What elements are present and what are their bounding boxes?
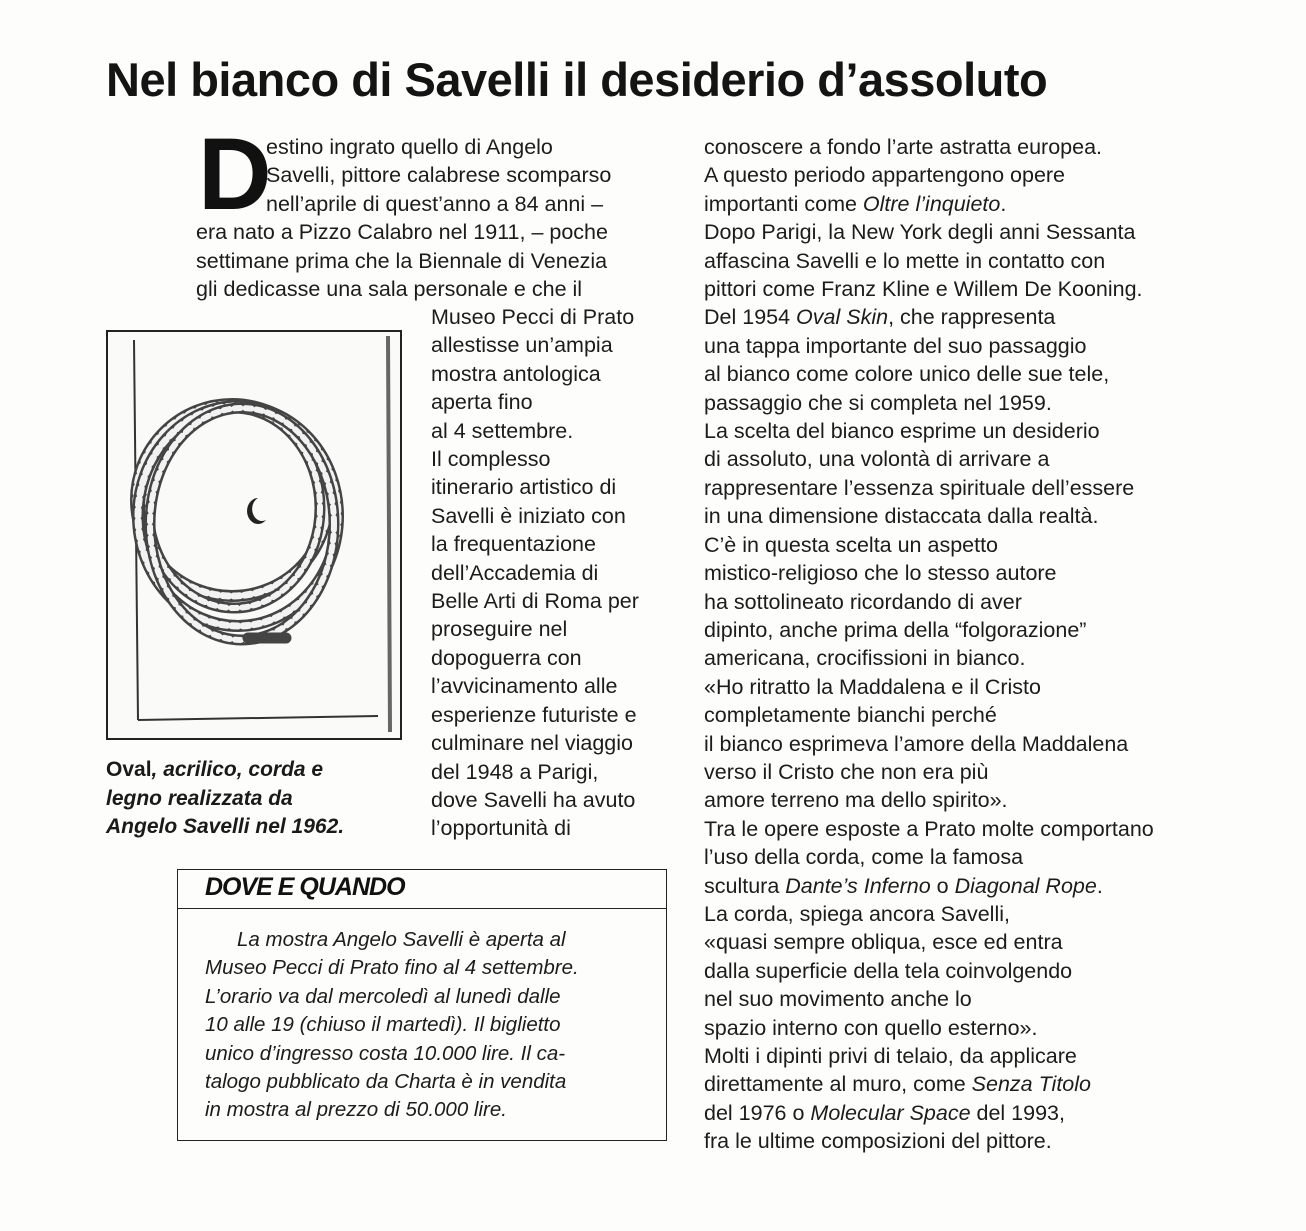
text-line: Savelli, pittore calabrese scomparso — [266, 163, 612, 188]
work-title: Dante’s Inferno — [785, 873, 931, 898]
text-line: conoscere a fondo l’arte astratta europea. — [704, 135, 1103, 159]
text-line — [704, 1070, 1154, 1098]
info-box-title: DOVE E QUANDO — [205, 873, 405, 901]
text-line: itinerario artistico di — [431, 475, 617, 500]
text-line: mostra antologica — [431, 361, 601, 386]
text-line — [704, 1099, 1154, 1127]
text-line: dipinto, anche prima della “folgorazione” — [704, 617, 1087, 642]
caption-title: Oval — [106, 758, 152, 781]
text-line: La mostra Angelo Savelli è aperta al — [237, 928, 566, 951]
work-title: Oltre l’inquieto — [862, 191, 1001, 216]
text-line: «Ho ritratto la Maddalena e il Cristo — [704, 674, 1041, 699]
text-span: , che rappresenta — [888, 305, 1056, 330]
text-line: completamente bianchi perché — [704, 703, 997, 728]
text-span: scultura — [704, 873, 786, 898]
text-line: dell’Accademia di — [431, 560, 599, 585]
text-line: dove Savelli ha avuto — [431, 787, 636, 812]
text-line: Savelli è iniziato con — [431, 503, 626, 528]
text-line: Museo Pecci di Prato fino al 4 settembre. — [205, 956, 579, 980]
text-line: 10 alle 19 (chiuso il martedì). Il biglietto — [205, 1013, 561, 1037]
work-title: Senza Titolo — [971, 1072, 1091, 1097]
text-line: Museo Pecci di Prato — [431, 305, 635, 329]
drop-cap: D — [198, 117, 272, 231]
text-line: esperienze futuriste e — [431, 702, 637, 727]
article-intro — [196, 117, 612, 303]
text-line: dopoguerra con — [431, 645, 582, 670]
text-line: l’uso della corda, come la famosa — [704, 845, 1024, 870]
text-line: passaggio che si completa nel 1959. — [704, 390, 1052, 415]
artwork-image — [106, 330, 402, 740]
text-line: l’opportunità di — [431, 816, 571, 841]
text-line: ha sottolineato ricordando di aver — [704, 589, 1022, 614]
text-line: rappresentare l’essenza spirituale dell’essere — [704, 475, 1135, 500]
text-line: «quasi sempre obliqua, esce ed entra — [704, 930, 1063, 955]
caption-text: , acrilico, corda e — [151, 758, 324, 781]
text-span: . — [1096, 873, 1103, 898]
text-line: in mostra al prezzo di 50.000 lire. — [205, 1098, 507, 1122]
text-line: culminare nel viaggio — [431, 731, 633, 756]
text-line: spazio interno con quello esterno». — [704, 1015, 1038, 1040]
text-line: talogo pubblicato da Charta è in vendita — [205, 1070, 567, 1094]
text-line: affascina Savelli e lo mette in contatto con — [704, 248, 1106, 273]
text-line: settimane prima che la Biennale di Venezia — [196, 248, 608, 273]
text-line — [704, 872, 1154, 900]
text-line: nel suo movimento anche lo — [704, 987, 972, 1012]
text-line: pittori come Franz Kline e Willem De Kooning. — [704, 277, 1143, 302]
text-line: in una dimensione distaccata dalla realtà. — [704, 504, 1099, 529]
text-line: americana, crocifissioni in bianco. — [704, 646, 1026, 671]
text-line: La corda, spiega ancora Savelli, — [704, 901, 1010, 926]
text-line: estino ingrato quello di Angelo — [266, 135, 553, 159]
text-line: mistico-religioso che lo stesso autore — [704, 561, 1057, 586]
text-line: l’avvicinamento alle — [431, 674, 618, 699]
text-span: . — [1000, 191, 1007, 216]
text-line: Molti i dipinti privi di telaio, da applicare — [704, 1044, 1077, 1068]
text-line: il bianco esprimeva l’amore della Maddalena — [704, 731, 1129, 756]
text-line: fra le ultime composizioni del pittore. — [704, 1129, 1052, 1154]
text-span: del 1993, — [970, 1100, 1065, 1125]
work-title: Diagonal Rope — [954, 873, 1097, 898]
caption-text: legno realizzata da — [106, 786, 293, 810]
text-span: Del 1954 — [704, 305, 797, 330]
text-line: allestisse un’ampia — [431, 333, 613, 358]
text-line: gli dedicasse una sala personale e che il — [196, 277, 583, 302]
article-column-1 — [431, 303, 639, 843]
text-line: nell’aprile di quest’anno a 84 anni – — [266, 191, 604, 216]
info-box — [177, 869, 667, 1141]
divider — [178, 908, 666, 909]
rope-oval-artwork — [108, 332, 400, 738]
text-line: era nato a Pizzo Calabro nel 1911, – poche — [196, 220, 608, 245]
text-line: Il complesso — [431, 447, 551, 472]
text-span: importanti come — [704, 191, 863, 216]
work-title: Molecular Space — [810, 1100, 971, 1125]
article-column-2 — [704, 133, 1154, 1156]
text-span: o — [930, 873, 955, 898]
text-line: Belle Arti di Roma per — [431, 589, 639, 614]
text-line: proseguire nel — [431, 617, 568, 642]
text-line: verso il Cristo che non era più — [704, 759, 989, 784]
text-span: direttamente al muro, come — [704, 1072, 972, 1097]
text-line: A questo periodo appartengono opere — [704, 163, 1066, 188]
text-line: la frequentazione — [431, 532, 596, 557]
text-line: dalla superficie della tela coinvolgendo — [704, 958, 1073, 983]
text-line: al bianco come colore unico delle sue tele, — [704, 362, 1110, 387]
info-box-body — [205, 926, 579, 1125]
text-line — [704, 190, 1154, 218]
image-caption — [106, 756, 344, 842]
text-line: del 1948 a Parigi, — [431, 759, 599, 784]
text-line: Tra le opere esposte a Prato molte comportano — [704, 816, 1154, 841]
text-line: aperta fino — [431, 390, 533, 415]
caption-text: Angelo Savelli nel 1962. — [106, 815, 345, 838]
work-title: Oval Skin — [796, 305, 889, 330]
text-line: amore terreno ma dello spirito». — [704, 788, 1008, 813]
text-line: C’è in questa scelta un aspetto — [704, 532, 999, 557]
text-line: di assoluto, una volontà di arrivare a — [704, 447, 1050, 472]
text-line: unico d’ingresso costa 10.000 lire. Il ca- — [205, 1041, 566, 1065]
text-span: del 1976 o — [704, 1100, 811, 1125]
text-line: al 4 settembre. — [431, 418, 574, 443]
text-line: Dopo Parigi, la New York degli anni Sessanta — [704, 220, 1136, 245]
headline: Nel bianco di Savelli il desiderio d’assoluto — [106, 53, 1048, 106]
text-line: una tappa importante del suo passaggio — [704, 333, 1087, 358]
text-line — [704, 303, 1154, 331]
text-line: L’orario va dal mercoledì al lunedì dalle — [205, 984, 561, 1008]
text-line: La scelta del bianco esprime un desiderio — [704, 419, 1100, 444]
